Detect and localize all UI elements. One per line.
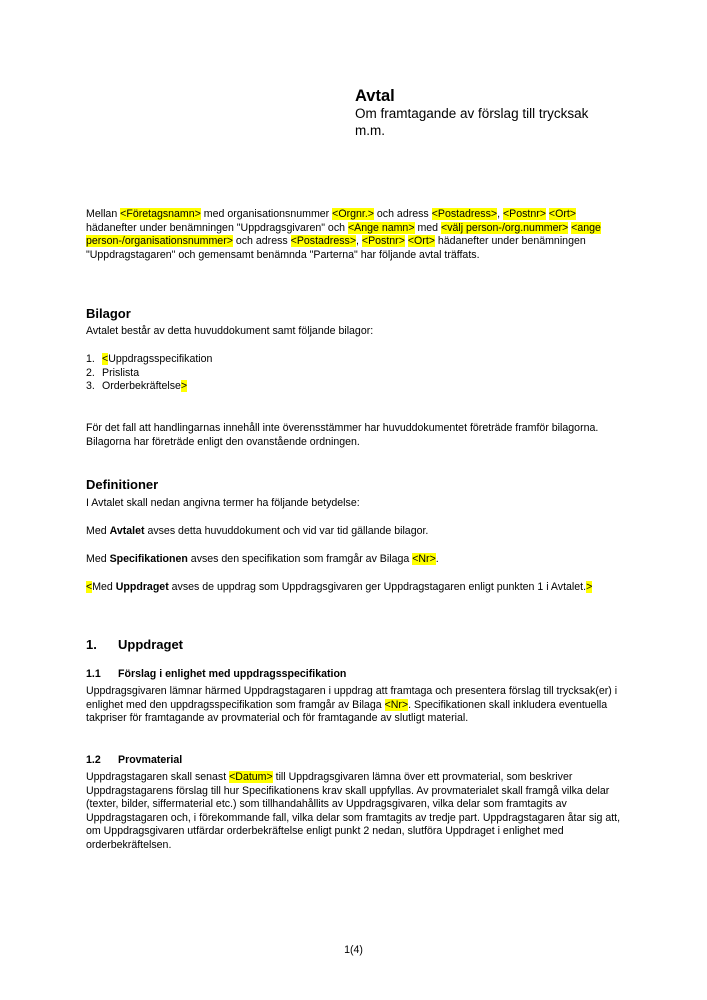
text-run: med organisationsnummer: [200, 208, 333, 220]
section-1-1-paragraph: [86, 685, 624, 726]
placeholder-bracket: >: [180, 380, 188, 392]
placeholder-field[interactable]: <Ort>: [548, 208, 576, 220]
heading-section-1: [86, 637, 183, 653]
text-run: avses den specifikation som framgår av Bilaga: [187, 553, 413, 565]
section-title: Förslag i enlighet med uppdragsspecifikation: [118, 668, 347, 680]
defined-term: Specifikationen: [109, 553, 188, 565]
placeholder-field[interactable]: <Postnr>: [361, 235, 405, 247]
placeholder-field[interactable]: <ange person-/organisationsnummer>: [86, 221, 601, 247]
section-number: 1.2: [86, 754, 101, 766]
parties-paragraph: [86, 208, 624, 262]
list-item-text: Uppdragsspecifikation: [108, 353, 213, 365]
defined-term: Uppdraget: [115, 581, 169, 593]
text-run: hädanefter under benämningen "Uppdragsgivaren" och: [86, 221, 348, 234]
placeholder-field[interactable]: <Nr>: [412, 553, 436, 565]
title-block: [355, 87, 655, 139]
placeholder-field[interactable]: <välj person-/org.nummer>: [441, 221, 569, 234]
section-title: Provmaterial: [118, 754, 183, 766]
text-run: avses detta huvuddokument och vid var tid gällande bilagor.: [144, 525, 429, 537]
placeholder-bracket: <: [86, 581, 93, 593]
section-1-2-paragraph: [86, 771, 624, 852]
text-run: till Uppdragsgivaren lämna över ett provmaterial, som beskriver Uppdragstagarens förslag till hur Specifikationens krav skall uppfyllas. Av provmaterialet skall framgå vilka delar (texter, bilder, siffermaterial etc.) som tillhandahållits av Uppdragsgivaren, vilka delar som framtagits av Uppdragstagaren och, i förekommande fall, vilka delar som framtagits av tredje part. Uppdragstagaren åtar sig att, om Uppdragsgivaren utfärdar orderbekräftelse enligt punkt 2 nedan, slutföra Uppdraget i enlighet med orderbekräftelsen.: [86, 771, 621, 851]
text-run: och adress: [232, 235, 291, 247]
placeholder-field[interactable]: <Orgnr.>: [332, 208, 374, 220]
text-run: avses de uppdrag som Uppdragsgivaren ger Uppdragstagaren enligt punkten 1 i Avtalet.: [168, 581, 587, 593]
section-number: 1.1: [86, 668, 101, 680]
definition-specifikationen: [86, 553, 624, 567]
text-run: Med: [92, 581, 116, 593]
list-item: [86, 353, 212, 367]
definition-avtalet: [86, 525, 624, 539]
placeholder-field[interactable]: <Ort>: [407, 235, 435, 247]
bilagor-intro: Avtalet består av detta huvuddokument samt följande bilagor:: [86, 325, 374, 337]
text-run: Med: [86, 525, 110, 537]
text-run: .: [435, 553, 439, 565]
placeholder-field[interactable]: <Företagsnamn>: [120, 208, 201, 220]
list-number: 3.: [86, 380, 95, 392]
text-run: Uppdragstagaren skall senast: [86, 771, 230, 783]
subtitle-line-2: m.m.: [355, 122, 385, 138]
page-number: 1(4): [344, 944, 363, 956]
subtitle-line-1: Om framtagande av förslag till trycksak: [355, 106, 589, 121]
text-run: Mellan: [86, 208, 121, 220]
placeholder-bracket: <: [102, 353, 109, 365]
placeholder-field[interactable]: <Postnr>: [502, 208, 546, 220]
text-run: med: [414, 221, 442, 234]
text-run: ,: [356, 235, 362, 247]
bilagor-list: [86, 353, 212, 394]
placeholder-field[interactable]: <Datum>: [229, 771, 273, 783]
heading-section-1-1: [86, 668, 346, 682]
placeholder-field[interactable]: <Postadress>: [290, 235, 357, 247]
heading-definitioner: Definitioner: [86, 477, 159, 492]
section-number: 1.: [86, 637, 97, 652]
list-item-text: Orderbekräftelse: [102, 380, 181, 392]
placeholder-bracket: >: [586, 581, 593, 593]
list-number: 1.: [86, 353, 95, 365]
section-title: Uppdraget: [118, 637, 183, 652]
text-run: Med: [86, 553, 110, 565]
definitioner-intro: I Avtalet skall nedan angivna termer ha följande betydelse:: [86, 497, 360, 509]
precedence-paragraph: För det fall att handlingarnas innehåll inte överensstämmer har huvuddokumentet företräde framför bilagorna. Bilagorna har företräde enligt den ovanstående ordningen.: [86, 422, 599, 448]
text-run: ,: [497, 208, 503, 220]
defined-term: Avtalet: [109, 525, 145, 537]
text-run: . Specifikationen skall inkludera eventuella takpriser för framtagande av provmaterial och för framtagande av slutligt material.: [86, 698, 608, 724]
placeholder-field[interactable]: <Ange namn>: [347, 221, 415, 234]
text-run: och adress: [373, 208, 432, 220]
list-number: 2.: [86, 366, 95, 379]
text-run: Uppdragsgivaren lämnar härmed Uppdragstagaren i uppdrag att framtaga och presentera förslag till trycksak(er) i enlighet med den uppdragsspecifikation som framgår av Bilaga: [86, 685, 618, 711]
list-item: [86, 367, 212, 381]
page-subtitle: [355, 106, 655, 139]
text-run: hädanefter under benämningen "Uppdragstagaren" och gemensamt benämnda "Parterna" har följande avtal träffats.: [86, 235, 586, 261]
page-title: Avtal: [355, 87, 395, 105]
list-item: [86, 380, 212, 394]
placeholder-field[interactable]: <Postadress>: [431, 208, 498, 220]
definition-uppdraget: [86, 581, 624, 595]
heading-section-1-2: [86, 754, 182, 768]
placeholder-field[interactable]: <Nr>: [384, 698, 409, 711]
list-item-text: Prislista: [102, 366, 140, 379]
heading-bilagor: Bilagor: [86, 306, 131, 321]
